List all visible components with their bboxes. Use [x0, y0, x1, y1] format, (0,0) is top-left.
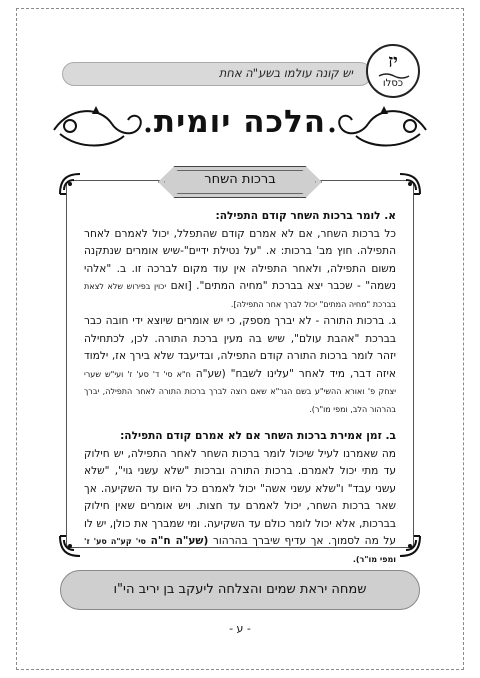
page-number: - ע -: [229, 622, 251, 635]
corner-ornament-bottom-right-icon: [396, 532, 424, 560]
date-seal: [366, 44, 420, 98]
top-banner-text: יש קונה עולמו בשע"ה אחת: [218, 66, 353, 80]
seal-month: כסלו: [382, 78, 404, 89]
section-a-text-2: ג. ברכות התורה - לא יברך מספק, כי יש אומרים שיוצא ידי חובה כבר בברכת "אהבת עולם", שיש בה מעין ברכת התורה. לכן, לכתחילה יזהר לומר ברכות התורה קודם התפילה, ובדיעבד שלא בירך אז, ילמוד איזה דבר, מיד לאחר "עלינו לשבח" (שע"ה: [84, 315, 396, 380]
paragraph-gap: [84, 418, 396, 428]
page-title: הלכה יומית: [153, 104, 327, 140]
section-a-heading: א. לומר ברכות השחר קודם התפילה:: [215, 210, 396, 222]
section-b-text-1: מה שאמרנו לעיל שיכול לומר ברכות השחר לאחר התפילה, יש חילוק עד מתי יכול לאמרם. ברכות התורה וברכות "שלא עשני גוי", "שלא עשני עבד" ו"שלא עשני אשה" יכול לאמרם כל היום עד השקיעה. אך שאר ברכות השחר, יכול לאמרם עד חצות. ויש אומרים שאין חילוק בברכות, אלא יכול לומר כולם עד השקיעה. ומי שמברך את כולן, יש לו על מה לסמוך. אך עדיף שיברך בהרהור: [84, 447, 397, 547]
content-frame: [56, 162, 424, 564]
section-b-heading: ב. זמן אמירת ברכות השחר אם לא אמרם קודם התפילה:: [120, 430, 396, 442]
corner-ornament-bottom-left-icon: [56, 532, 84, 560]
corner-ornament-top-right-icon: [396, 170, 424, 198]
section-b-reference-2: סי' קע"ה סע' ז' ומפי מו"ר).: [84, 537, 396, 564]
halacha-body: [84, 208, 396, 568]
section-a-reference-2: ח"א סי' ד' סע' ז' ועי"ש שערי יצחק פ' ואורא ההשי"ע בשם הגר"א שאם רוצה לברך ברכות התורה לאחר התפילה, יברך בהרהור הלב, ומפי מו"ר).: [84, 369, 396, 414]
section-a-text-1: כל ברכות השחר, אם לא אמרם קודם שהתפלל, יכול לאמרם לאחר התפילה. חוץ מב' ברכות: א. "על נטילת ידיים"-שיש אומרים שנתקנה משום התפילה, ולאחר התפילה אין עוד מקום לברכה זו. ב. "אלהי נשמה" - שכבר יצא בברכת "מחיה המתים". [ואם: [84, 227, 397, 292]
section-a-paragraph-2: [84, 313, 396, 418]
section-title: ברכות השחר: [204, 172, 276, 187]
seal-day: יז: [388, 51, 398, 72]
section-a-reference-1: יכוין בפירוש שלא לצאת בברכת "מחיה המתים" יכול לברך אחר התפילה].: [84, 282, 396, 309]
section-a-paragraph-1: [84, 226, 396, 314]
section-b-reference-1: (שע"ה ח"ה: [150, 535, 209, 547]
corner-ornament-top-left-icon: [56, 170, 84, 198]
top-banner: [62, 62, 372, 86]
dedication-banner: [60, 570, 420, 610]
dedication-text: שמחה יראת שמים והצלחה ליעקב בן יריב הי"ו: [113, 582, 367, 597]
section-b-paragraph: [84, 446, 396, 569]
